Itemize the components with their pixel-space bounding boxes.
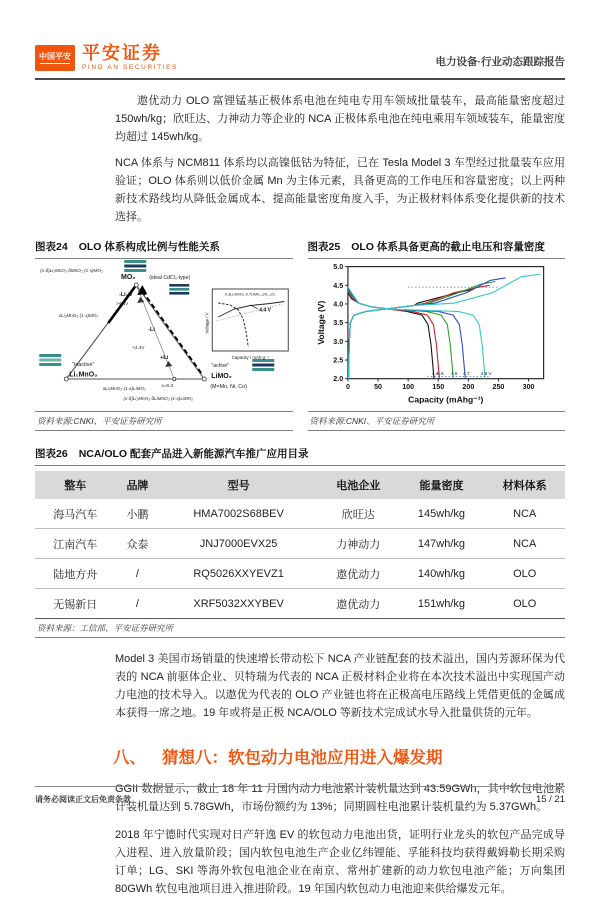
figure-24-source: 资料来源:CNKI、平安证券研究所 [35,411,293,431]
svg-text:4.5: 4.5 [436,371,444,377]
svg-text:250: 250 [492,383,504,392]
crystal-structure-icon [252,359,274,371]
cell-battery-company: 欣旺达 [318,499,399,529]
section-title: 猜想八：软包动力电池应用进入爆发期 [162,749,443,767]
inset-title: 0.3Li₂MnO₃·0.7LiMn₀.₅Ni₀.₅O₂ [224,292,276,297]
paragraph-catl-pouch: 2018 年宁德时代实现对日产轩逸 EV 的软包动力电池出货，证明行业龙头的软包产品完成导入进程、进入放量阶段；国内软包电池生产企业亿纬锂能、孚能科技均获得戴姆勒长期采购订单；LG、SKI 等海外软包电池企业在南京、常州扩建新的动力软包电池产能；万向集团 80GWh 软包电池项目进入推进阶段。19 年国内软包动力电池迎来供给爆发元年。 [115,829,565,895]
table-row [35,589,565,619]
figure-24-caption-title: OLO 体系构成比例与性能关系 [78,241,220,253]
page-footer [35,786,565,805]
paragraph-ggii: GGII 数据显示，截止 18 年 11 月国内动力电池累计装机量达到 43.59GWh，其中软包电池累计装机量达到 5.78GWh，市场份额约为 13%；同期圆柱电池累计装机量约为 5.37GWh。 [115,783,565,813]
svg-text:5.0: 5.0 [332,263,343,272]
active-formula-label: LiMO₂ [211,373,232,380]
formula-top-label: (x-δ)Li₂MnO₃·δMnO₂·(1-x)MO₂ [40,268,103,273]
gt-44v-label: >4.4V [116,301,129,306]
x-marker-label: x=0.3 [161,384,174,389]
svg-text:4.8 V: 4.8 V [480,371,492,377]
figures-row [35,239,565,431]
svg-text:100: 100 [401,383,414,392]
cell-vehicle: 海马汽车 [35,499,116,529]
figure-25-chart [308,259,566,411]
col-header-battery-company: 电池企业 [318,471,399,499]
svg-text:200: 200 [461,383,474,392]
inset-voltage-chart [204,289,288,360]
table-row [35,529,565,559]
svg-text:150: 150 [431,383,444,392]
apex-label: MO₂ [121,274,136,281]
inactive-label: "inactive" [72,362,95,368]
figure-24-caption-label: 图表24 [35,241,68,253]
inactive-formula-label: Li₂MnO₃ [69,371,98,379]
col-header-material-system: 材料体系 [484,471,565,499]
svg-text:300: 300 [522,383,535,392]
plus-li-label: +Li [160,355,169,361]
col-header-brand: 品牌 [116,471,160,499]
down-arrowhead-icon [165,361,172,367]
page-number: 15 / 21 [535,794,565,805]
cell-brand: 众泰 [116,529,160,559]
lt-44v-label: <4.4V [132,345,145,350]
section-heading-8 [113,744,565,768]
svg-text:Voltage (V): Voltage (V) [315,300,326,345]
inset-44v-annotation: 4.4 V [259,307,271,314]
page-header [35,44,565,80]
formula-left-label: xLi₂MnO₃·(1-x)MO₂ [58,313,99,318]
col-header-energy-density: 能量密度 [399,471,485,499]
figure-24-ternary-diagram [35,259,293,411]
cell-vehicle: 无锡新日 [35,589,116,619]
svg-text:4.0: 4.0 [332,300,343,309]
svg-text:4.4: 4.4 [431,371,438,377]
cell-brand: / [116,559,160,589]
cell-battery-company: 力神动力 [318,529,399,559]
cell-battery-company: 遨优动力 [318,589,399,619]
figure-24 [35,239,293,431]
cell-energy-density: 145wh/kg [399,499,485,529]
cell-material-system: NCA [484,529,565,559]
figure-25 [308,239,566,431]
svg-text:3.5: 3.5 [332,319,343,328]
inset-ylabel: Voltage / V [204,312,210,334]
disclaimer-text: 请务必阅读正文后免责条款 [35,795,131,804]
svg-text:Capacity (mAhg⁻¹): Capacity (mAhg⁻¹) [407,394,483,405]
cell-material-system: NCA [484,499,565,529]
minus-li2o-label: -Li₂O [119,292,133,298]
cell-vehicle: 江南汽车 [35,529,116,559]
svg-text:4.5: 4.5 [332,281,343,290]
brand-name: 平安证券 [82,43,162,63]
cell-model: XRF5032XXYBEV [159,589,318,619]
cell-brand: / [116,589,160,619]
cell-energy-density: 147wh/kg [399,529,485,559]
table-row [35,559,565,589]
table-row [35,499,565,529]
minus-li-label: -Li [148,327,155,333]
figure-26-source: 资料来源：工信部、平安证券研究所 [35,619,565,638]
cell-energy-density: 151wh/kg [399,589,485,619]
figure-26-table-block [35,446,565,638]
figure-25-caption-title: OLO 体系具备更高的截止电压和容量密度 [351,241,545,253]
nca-olo-products-table [35,471,565,619]
svg-text:4.7: 4.7 [462,371,470,377]
pingan-logo [35,44,178,71]
figure-26-caption-label: 图表26 [35,448,68,460]
col-header-vehicle: 整车 [35,471,116,499]
section-number: 八、 [113,749,146,767]
cell-brand: 小鹏 [116,499,160,529]
logo-badge-text: 中国平安 [39,51,71,61]
table-header-row [35,471,565,499]
active-label: "active" [211,363,230,369]
figure-26-caption [35,446,565,466]
inset-xlabel: Capacity / mAh g⁻¹ [231,355,269,360]
paragraph-nca-ncm: NCA 体系与 NCM811 体系均以高镍低钴为特征，已在 Tesla Model 3 车型经过批量装车应用验证；OLO 体系则以低价金属 Mn 为主体元素，具备更高的工作电压和容量密度；以上两种新技术路线均从降低金属成本、提高能量密度角度入手，为正极材料体系变化提供新的技术选择。 [115,157,565,223]
apex-note-label: (ideal CdCl₂-type) [149,275,191,281]
paragraph-olo-intro: 遨优动力 OLO 富锂锰基正极体系电池在纯电专用车领域批量装车，最高能量密度超过 150wh/kg；欣旺达、力神动力等企业的 NCA 正极体系电池在纯电乘用车领域装车，能量密度均超过 145wh/kg。 [115,95,565,143]
svg-text:2.5: 2.5 [332,356,343,365]
cell-material-system: OLO [484,589,565,619]
svg-text:0: 0 [345,383,350,392]
svg-text:3.0: 3.0 [332,337,343,346]
cell-model: HMA7002S68BEV [159,499,318,529]
col-header-model: 型号 [159,471,318,499]
cell-model: JNJ7000EVX25 [159,529,318,559]
formula-bottom-label: xLi₂MnO₃·(1-x)LiMO₂ [102,386,146,391]
cell-vehicle: 陆地方舟 [35,559,116,589]
report-type-label: 电力设备·行业动态跟踪报告 [435,56,565,68]
paragraph-model3: Model 3 美国市场销量的快速增长带动松下 NCA 产业链配套的技术溢出，国内芳源环保为代表的 NCA 前驱体企业、贝特瑞为代表的 NCA 正极材料企业将在本次技术溢出中实现国产动力电池的技术导入。以遨优为代表的 OLO 产业链也将在正极高电压路线上凭借更低的金属成本获得一席之地。19 年或将是正极 NCA/OLO 等新技术完成试水导入批量供货的元年。 [115,653,565,719]
figure-24-caption [35,239,293,259]
metal-note-label: (M=Mn, Ni, Co) [210,384,247,390]
figure-25-source: 资料来源:CNKI、平安证券研究所 [308,411,566,431]
cell-energy-density: 140wh/kg [399,559,485,589]
svg-text:50: 50 [373,383,382,392]
figure-25-caption-label: 图表25 [307,241,341,253]
crystal-structure-icon [39,354,61,366]
brand-name-en: PING AN SECURITIES [82,64,178,71]
cell-model: RQ5026XXYEVZ1 [159,559,318,589]
cell-battery-company: 遨优动力 [318,559,399,589]
cell-material-system: OLO [484,559,565,589]
svg-text:4.6: 4.6 [450,371,458,377]
svg-text:2.0: 2.0 [332,375,343,384]
formula-bottom2-label: (x-δ)Li₂MnO₃·δLiMnO₂·(1-x)LiMO₂ [123,396,194,401]
up-arrowhead-icon [137,297,144,303]
figure-26-caption-title: NCA/OLO 配套产品进入新能源汽车推广应用目录 [78,448,309,460]
crystal-structure-icon [169,284,189,295]
ternary-phase-diagram [35,259,293,411]
dashed-path-arrowhead-icon [137,285,147,295]
logo-badge-rule [40,63,70,64]
crystal-structure-icon [124,260,146,272]
pingan-logo-badge-icon [35,45,75,71]
voltage-capacity-chart [308,259,566,411]
figure-25-caption [308,239,566,259]
